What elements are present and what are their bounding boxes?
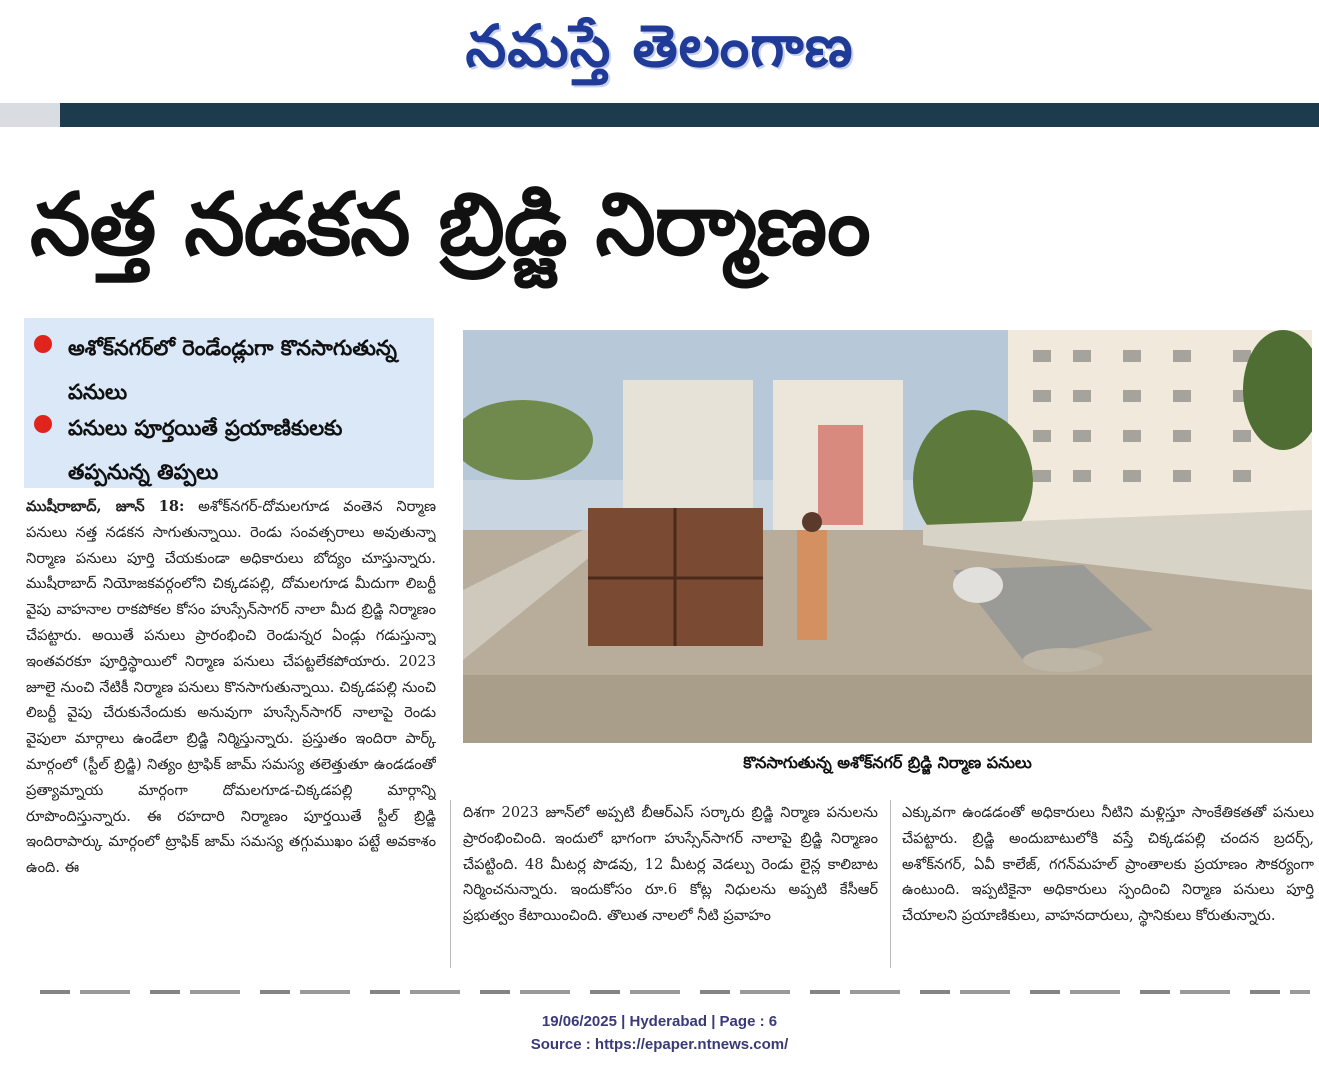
page-bottom-strip <box>40 990 1310 994</box>
masthead <box>0 0 1319 100</box>
page-footer <box>0 1010 1319 1056</box>
section-band <box>60 103 1319 127</box>
highlight-text: అశోక్‌నగర్‌లో రెండేండ్లుగా కొనసాగుతున్న పనులు <box>68 336 397 404</box>
column-divider <box>450 800 451 968</box>
newspaper-logo: నమస్తే తెలంగాణ <box>465 12 854 80</box>
section-band-left <box>0 103 60 127</box>
article-photo <box>463 330 1312 743</box>
bullet-icon <box>34 335 52 353</box>
article-body-text: ఎక్కువగా ఉండడంతో అధికారులు నీటిని మళ్లిస్తూ సాంకేతికతతో పనులు చేపట్టారు. బ్రిడ్జి అందుబాటులోకి వస్తే చిక్కడపల్లి చందన బ్రదర్స్, అశోక్‌నగర్, ఏవీ కాలేజ్, గగన్‌మహల్ ప్రాంతాలకు ప్రయాణం సౌకర్యంగా ఉంటుంది. ఇప్పటికైనా అధికారులు స్పందించి నిర్మాణ పనులు పూర్తి చేయాలని ప్రయాణికులు, వాహనదారులు, స్థానికులు కోరుతున్నారు. <box>902 804 1314 925</box>
footer-date-page: 19/06/2025 | Hyderabad | Page : 6 <box>541 1013 778 1030</box>
photo-caption: కొనసాగుతున్న అశోక్‌నగర్ బ్రిడ్జి నిర్మాణ పనులు <box>743 753 1032 772</box>
article-column-2 <box>463 800 878 970</box>
article-column-1 <box>26 494 436 970</box>
article-column-3 <box>902 800 1314 970</box>
bullet-icon <box>34 415 52 433</box>
highlight-text: పనులు పూర్తయితే ప్రయాణికులకు తప్పనున్న తిప్పలు <box>68 416 343 484</box>
highlights-box <box>24 318 434 488</box>
article-body-text: దిశగా 2023 జూన్‌లో అప్పటి బీఆర్‌ఎస్ సర్కారు బ్రిడ్జి నిర్మాణ పనులను ప్రారంభించింది. ఇందులో భాగంగా హుస్సేన్‌సాగర్ నాలాపై బ్రిడ్జి నిర్మాణం చేపట్టింది. 48 మీటర్ల పొడవు, 12 మీటర్ల వెడల్పు రెండు లైన్ల కాలిబాట నిర్మించనున్నారు. ఇందుకోసం రూ.6 కోట్ల నిధులను అప్పటి కేసీఆర్ ప్రభుత్వం కేటాయించింది. తొలుత నాలలో నీటి ప్రవాహం <box>463 804 878 925</box>
column-divider <box>890 800 891 968</box>
article-headline: నత్త నడకన బ్రిడ్జి నిర్మాణం <box>30 175 870 275</box>
article-dateline: ముషీరాబాద్, జూన్ 18: <box>26 498 185 515</box>
bridge-construction-photo <box>463 330 1312 743</box>
footer-source: Source : https://epaper.ntnews.com/ <box>530 1036 789 1053</box>
article-body-text: అశోక్‌నగర్-దోమలగూడ వంతెన నిర్మాణ పనులు నత్త నడకన సాగుతున్నాయి. రెండు సంవత్సరాలు అవుతున్నా నిర్మాణ పనులు పూర్తి చేయకుండా అధికారులు బోద్యం చూస్తున్నారు. ముషీరాబాద్ నియోజకవర్గంలోని చిక్కడపల్లి, దోమలగూడ మీదుగా లిబర్టీ వైపు వాహనాల రాకపోకల కోసం హుస్సేన్‌సాగర్ నాలా మీద బ్రిడ్జి నిర్మాణం చేపట్టారు. అయితే పనులు ప్రారంభించి రెండున్నర ఏండ్లు గడుస్తున్నా ఇంతవరకూ పూర్తిస్థాయిలో నిర్మాణ పనులు చేపట్టలేకపోయారు. 2023 జూలై నుంచి నేటికీ నిర్మాణ పనులు కొనసాగుతున్నాయి. చిక్కడపల్లి నుంచి లిబర్టీ వైపు చేరుకునేందుకు అనువుగా హుస్సేన్‌సాగర్ నాలాపై రెండు వైపులా మార్గాలు ఉండేలా బ్రిడ్జి నిర్మిస్తున్నారు. ప్రస్తుతం ఇందిరా పార్క్ మార్గంలో (స్టీల్ బ్రిడ్జి) నిత్యం ట్రాఫిక్ జామ్ సమస్య తలెత్తుతూ ఉండడంతో ప్రత్యామ్నాయ మార్గంగా దోమలగూడ-చిక్కడపల్లి మార్గాన్ని రూపొందిస్తున్నారు. ఈ రహదారి నిర్మాణం పూర్తయితే స్టీల్ బ్రిడ్జి ఇందిరాపార్కు మార్గంలో ట్రాఫిక్ జామ్ సమస్య తగ్గుముఖం పట్టే అవకాశం ఉంది. ఈ <box>26 498 436 877</box>
